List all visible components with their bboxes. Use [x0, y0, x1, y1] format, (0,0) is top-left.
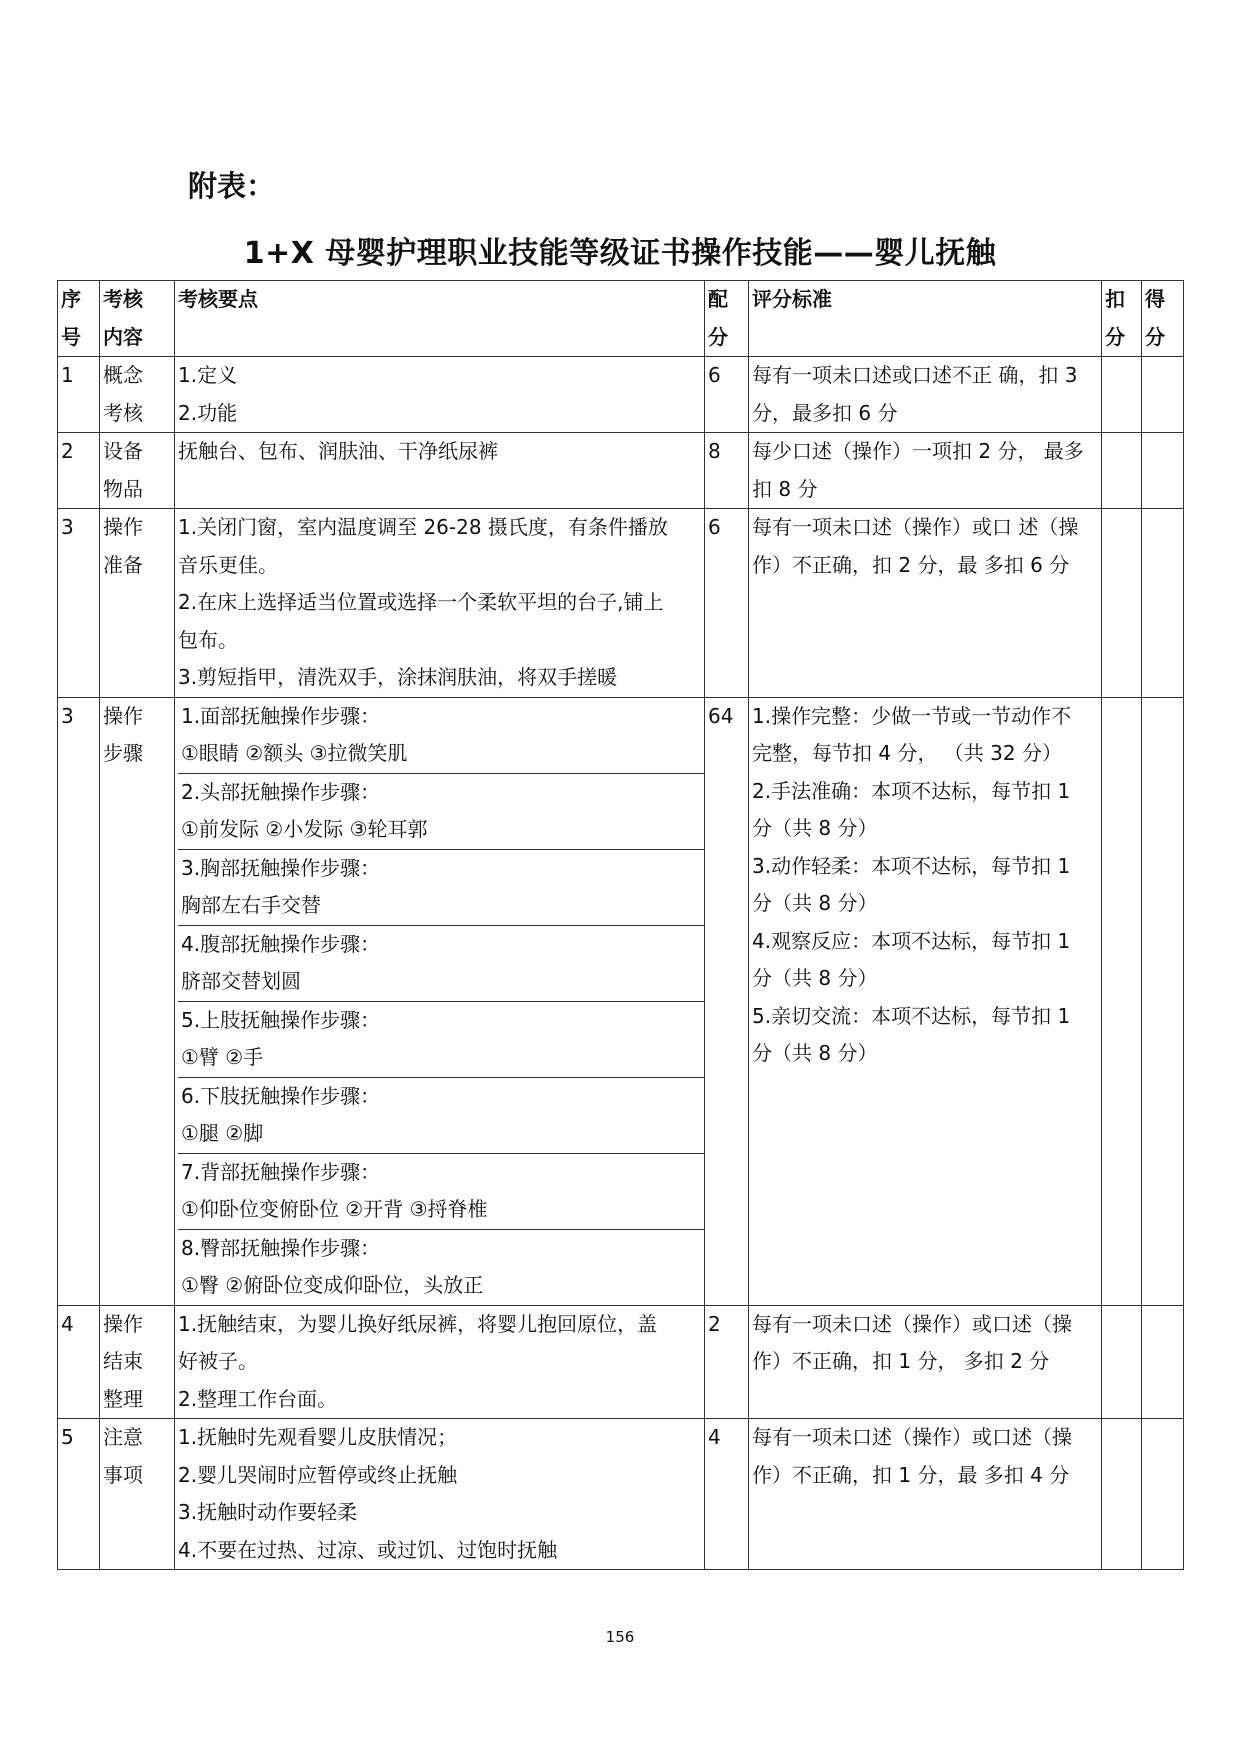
- table-row: [58, 1419, 1184, 1570]
- cell-earned: [1142, 1305, 1184, 1419]
- header-content: 考核 内容: [100, 281, 175, 357]
- cell-steps: [175, 697, 705, 1305]
- step-block: 4.腹部抚触操作步骤： 脐部交替划圆: [178, 926, 704, 1002]
- cell-content: 操作 结束 整理: [100, 1305, 175, 1419]
- step-block: 1.面部抚触操作步骤： ①眼睛 ②额头 ③拉微笑肌: [178, 698, 704, 774]
- cell-criteria: 每有一项未口述（操作）或口述（操 作）不正确，扣 1 分，最 多扣 4 分: [749, 1419, 1102, 1570]
- table-row: [58, 1305, 1184, 1419]
- cell-content: 操作 准备: [100, 509, 175, 698]
- cell-earned: [1142, 357, 1184, 433]
- cell-no: 3: [58, 509, 100, 698]
- cell-no: 1: [58, 357, 100, 433]
- header-points: 考核要点: [175, 281, 705, 357]
- header-no: 序 号: [58, 281, 100, 357]
- step-block: 2.头部抚触操作步骤： ①前发际 ②小发际 ③轮耳郭: [178, 774, 704, 850]
- step-block: 3.胸部抚触操作步骤： 胸部左右手交替: [178, 850, 704, 926]
- table-row: [58, 509, 1184, 698]
- document-title: 1+X 母婴护理职业技能等级证书操作技能——婴儿抚触: [243, 236, 997, 271]
- cell-points: 1.定义 2.功能: [175, 357, 705, 433]
- cell-score: 4: [705, 1419, 749, 1570]
- cell-content: 概念 考核: [100, 357, 175, 433]
- cell-deduct: [1102, 697, 1142, 1305]
- cell-deduct: [1102, 509, 1142, 698]
- step-block: 6.下肢抚触操作步骤： ①腿 ②脚: [178, 1078, 704, 1154]
- cell-deduct: [1102, 1419, 1142, 1570]
- cell-no: 3: [58, 697, 100, 1305]
- step-block: 7.背部抚触操作步骤： ①仰卧位变俯卧位 ②开背 ③捋脊椎: [178, 1154, 704, 1230]
- cell-criteria: 每有一项未口述或口述不正 确，扣 3 分，最多扣 6 分: [749, 357, 1102, 433]
- cell-earned: [1142, 1419, 1184, 1570]
- cell-earned: [1142, 697, 1184, 1305]
- cell-score: 64: [705, 697, 749, 1305]
- cell-points: 1.抚触结束，为婴儿换好纸尿裤，将婴儿抱回原位，盖 好被子。 2.整理工作台面。: [175, 1305, 705, 1419]
- cell-score: 2: [705, 1305, 749, 1419]
- cell-criteria: 每有一项未口述（操作）或口 述（操 作）不正确，扣 2 分，最 多扣 6 分: [749, 509, 1102, 698]
- cell-deduct: [1102, 433, 1142, 509]
- cell-no: 4: [58, 1305, 100, 1419]
- header-score: 配 分: [705, 281, 749, 357]
- cell-no: 2: [58, 433, 100, 509]
- header-deduct: 扣 分: [1102, 281, 1142, 357]
- cell-content: 注意 事项: [100, 1419, 175, 1570]
- cell-score: 6: [705, 357, 749, 433]
- cell-score: 8: [705, 433, 749, 509]
- step-block: 5.上肢抚触操作步骤： ①臂 ②手: [178, 1002, 704, 1078]
- table-row: [58, 433, 1184, 509]
- cell-points: 1.关闭门窗，室内温度调至 26-28 摄氏度，有条件播放 音乐更佳。 2.在床上选择适当位置或选择一个柔软平坦的台子,铺上 包布。 3.剪短指甲，清洗双手，涂抹润肤油，将双手搓暖: [175, 509, 705, 698]
- appendix-label: 附表：: [188, 169, 276, 203]
- cell-content: 操作 步骤: [100, 697, 175, 1305]
- cell-deduct: [1102, 357, 1142, 433]
- cell-earned: [1142, 509, 1184, 698]
- cell-points: 抚触台、包布、润肤油、干净纸尿裤: [175, 433, 705, 509]
- cell-criteria: 1.操作完整：少做一节或一节动作不 完整，每节扣 4 分， （共 32 分） 2.手法准确：本项不达标，每节扣 1 分（共 8 分） 3.动作轻柔：本项不达标，每节扣 1 分（共 8 分） 4.观察反应：本项不达标，每节扣 1 分（共 8 分） 5.亲切交流：本项不达标，每节扣 1 分（共 8 分）: [749, 697, 1102, 1305]
- scoring-table: [57, 280, 1184, 1570]
- table-row: [58, 697, 1184, 1305]
- cell-score: 6: [705, 509, 749, 698]
- table-row: [58, 357, 1184, 433]
- header-criteria: 评分标准: [749, 281, 1102, 357]
- cell-criteria: 每有一项未口述（操作）或口述（操 作）不正确，扣 1 分， 多扣 2 分: [749, 1305, 1102, 1419]
- header-earned: 得 分: [1142, 281, 1184, 357]
- cell-content: 设备 物品: [100, 433, 175, 509]
- table-header-row: [58, 281, 1184, 357]
- cell-criteria: 每少口述（操作）一项扣 2 分， 最多 扣 8 分: [749, 433, 1102, 509]
- cell-earned: [1142, 433, 1184, 509]
- cell-deduct: [1102, 1305, 1142, 1419]
- step-block: 8.臀部抚触操作步骤： ①臀 ②俯卧位变成仰卧位，头放正: [181, 1235, 484, 1297]
- cell-no: 5: [58, 1419, 100, 1570]
- page-number: 156: [605, 1628, 635, 1646]
- cell-points: 1.抚触时先观看婴儿皮肤情况； 2.婴儿哭闹时应暂停或终止抚触 3.抚触时动作要轻柔 4.不要在过热、过凉、或过饥、过饱时抚触: [175, 1419, 705, 1570]
